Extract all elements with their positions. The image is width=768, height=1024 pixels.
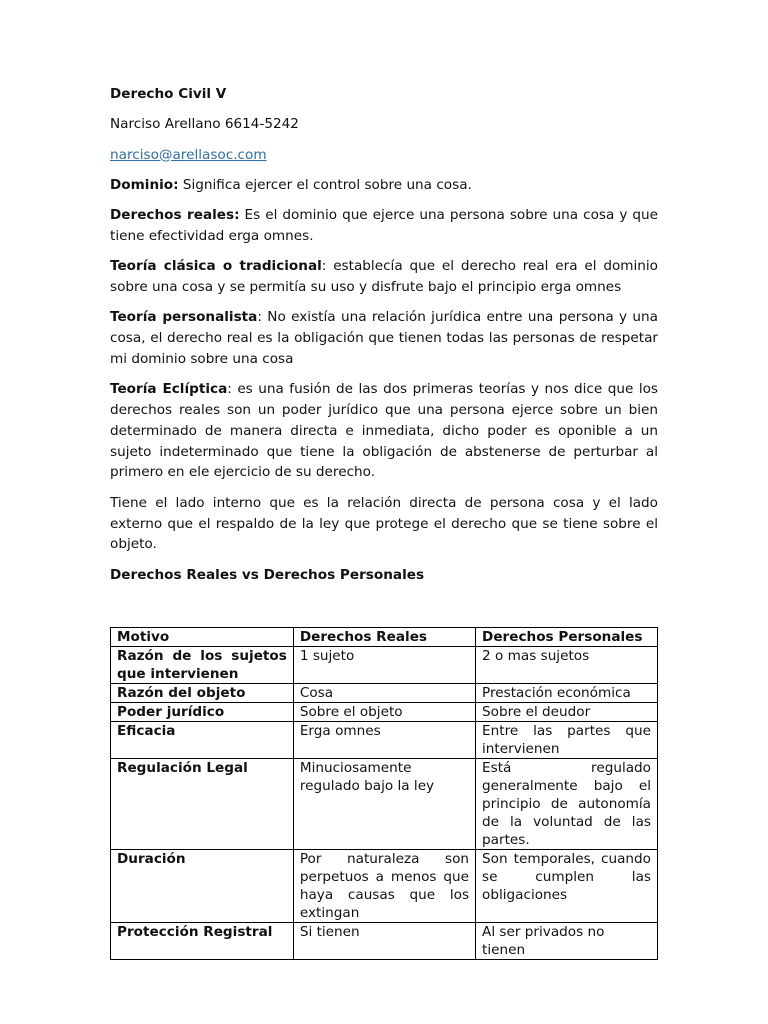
header-derechos-personales: Derechos Personales bbox=[476, 627, 658, 646]
cell-reales: Cosa bbox=[293, 683, 475, 702]
email-link[interactable]: narciso@arellasoc.com bbox=[110, 146, 267, 163]
table-row bbox=[111, 849, 658, 922]
table-title: Derechos Reales vs Derechos Personales bbox=[110, 566, 425, 583]
term: Teoría personalista bbox=[110, 309, 258, 326]
definition-text: Es el dominio que ejerce una persona sobre una cosa y que tiene efectividad erga omnes. bbox=[110, 207, 658, 244]
comparison-table bbox=[110, 627, 658, 960]
term: Derechos reales: bbox=[110, 207, 240, 224]
table-row bbox=[111, 646, 658, 683]
cell-reales: Minuciosamente regulado bajo la ley bbox=[293, 758, 475, 849]
cell-personales: Entre las partes que intervienen bbox=[476, 721, 658, 758]
definition-derechos-reales bbox=[110, 205, 658, 247]
cell-personales: Sobre el deudor bbox=[476, 702, 658, 721]
table-row bbox=[111, 721, 658, 758]
definition-teoria-personalista bbox=[110, 307, 658, 369]
cell-reales: Por naturaleza son perpetuos a menos que haya causas que los extingan bbox=[293, 849, 475, 922]
table-header-row bbox=[111, 627, 658, 646]
table-row bbox=[111, 702, 658, 721]
definition-dominio bbox=[110, 175, 658, 196]
cell-personales: Al ser privados no tienen bbox=[476, 922, 658, 959]
document-title: Derecho Civil V bbox=[110, 86, 227, 102]
term: Teoría clásica o tradicional bbox=[110, 258, 322, 275]
definition-text: : establecía que el derecho real era el dominio sobre una cosa y se permitía su uso y disfrute bajo el principio erga omnes bbox=[110, 258, 659, 296]
cell-personales: Está regulado generalmente bajo el principio de autonomía de la voluntad de las partes. bbox=[476, 758, 658, 849]
definition-text: : es una fusión de las dos primeras teorías y nos dice que los derechos reales son un poder jurídico que una persona ejerce sobre un bien determinado de manera directa e inmediata, dicho poder es oponible a un sujeto indeterminado que tiene la obligación de abstenerse de perturbar al primero en ele ejercicio de su derecho. bbox=[110, 381, 659, 481]
contact-line: Narciso Arellano 6614-5242 bbox=[110, 116, 299, 133]
table-row bbox=[111, 922, 658, 959]
cell-personales: Son temporales, cuando se cumplen las obligaciones bbox=[476, 849, 658, 922]
row-label: Poder jurídico bbox=[111, 702, 294, 721]
definition-text: Significa ejercer el control sobre una cosa. bbox=[178, 176, 472, 193]
header-motivo: Motivo bbox=[111, 627, 294, 646]
definition-text: : No existía una relación jurídica entre una persona y una cosa, el derecho real es la obligación que tienen todas las personas de respetar mi dominio sobre una cosa bbox=[110, 309, 658, 367]
term: Teoría Eclíptica bbox=[110, 381, 228, 398]
row-label: Duración bbox=[111, 849, 294, 922]
cell-personales: Prestación económica bbox=[476, 683, 658, 702]
row-label: Regulación Legal bbox=[111, 758, 294, 849]
cell-reales: Si tienen bbox=[293, 922, 475, 959]
table-row bbox=[111, 683, 658, 702]
definition-teoria-ecliptica bbox=[110, 379, 658, 483]
table-row bbox=[111, 758, 658, 849]
header-derechos-reales: Derechos Reales bbox=[293, 627, 475, 646]
row-label: Eficacia bbox=[111, 721, 294, 758]
cell-reales: Sobre el objeto bbox=[293, 702, 475, 721]
definition-teoria-clasica bbox=[110, 256, 658, 298]
row-label: Razón del objeto bbox=[111, 683, 294, 702]
cell-reales: Erga omnes bbox=[293, 721, 475, 758]
row-label: Protección Registral bbox=[111, 922, 294, 959]
term: Dominio: bbox=[110, 176, 179, 193]
lado-paragraph: Tiene el lado interno que es la relación directa de persona cosa y el lado externo que el respaldo de la ley que protege el derecho que se tiene sobre el objeto. bbox=[110, 494, 658, 553]
cell-personales: 2 o mas sujetos bbox=[476, 646, 658, 683]
cell-reales: 1 sujeto bbox=[293, 646, 475, 683]
row-label: Razón de los sujetos que intervienen bbox=[111, 646, 294, 683]
